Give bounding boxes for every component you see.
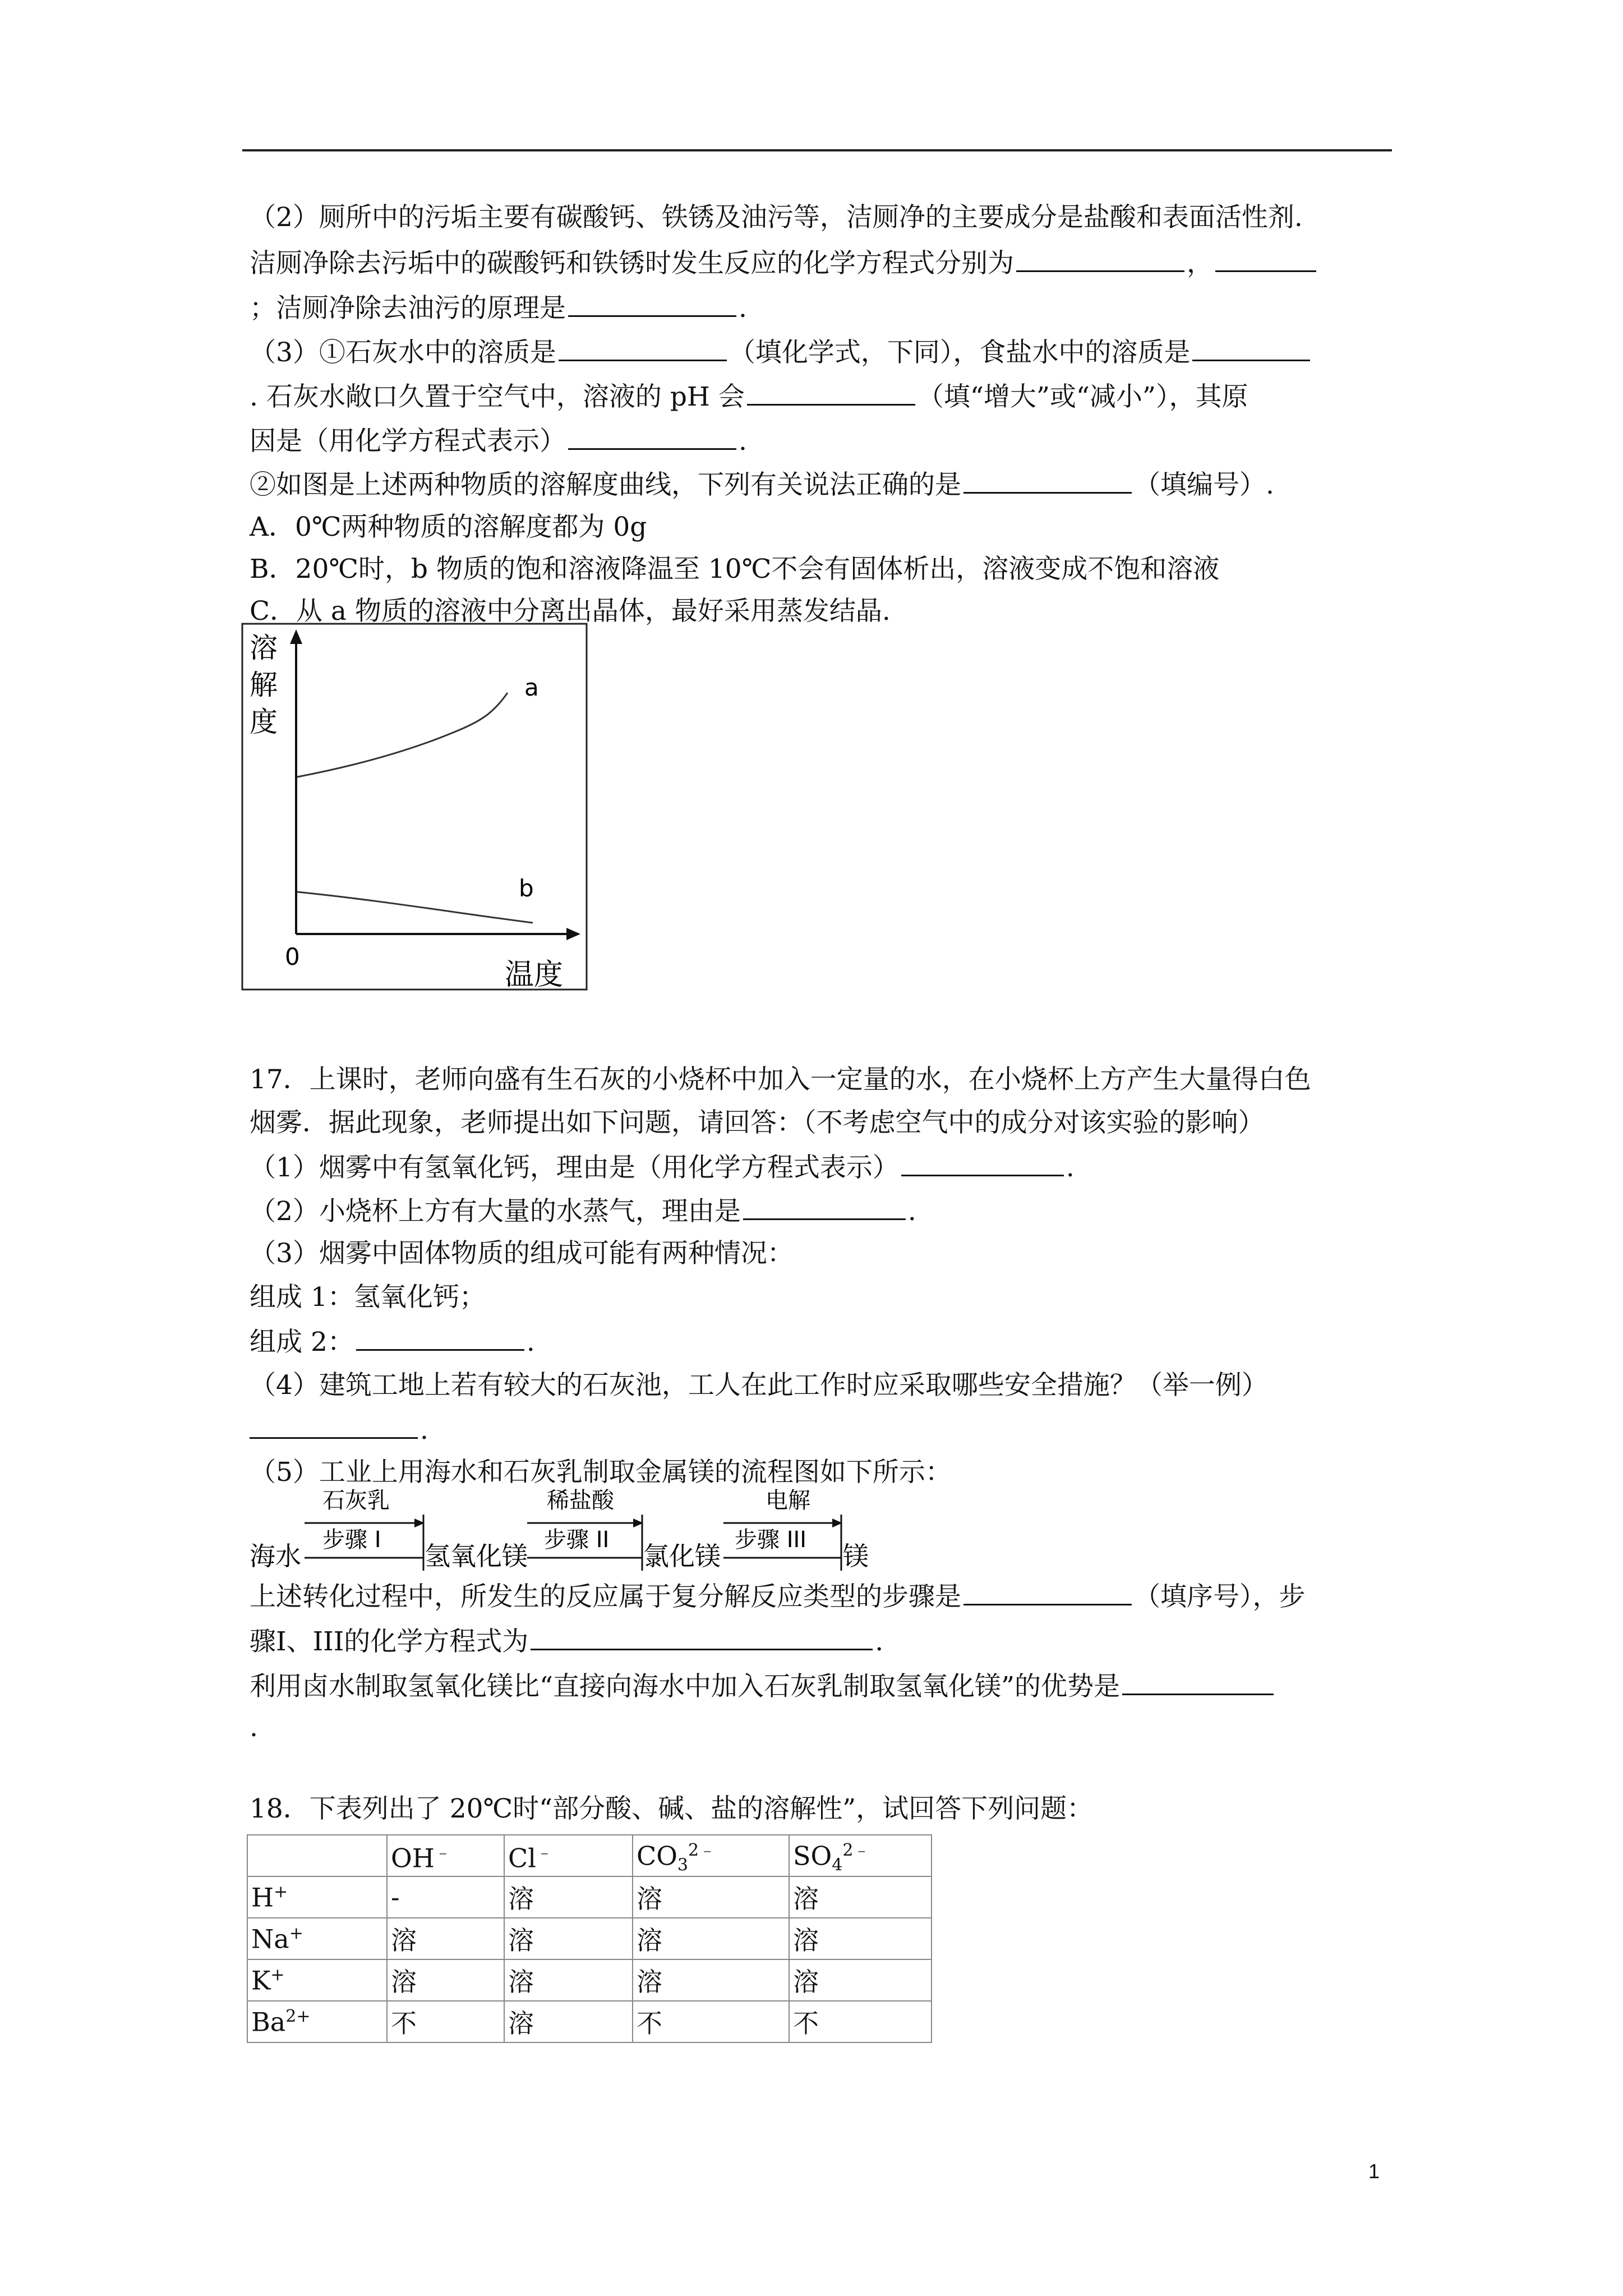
answer-blank[interactable] bbox=[963, 467, 1132, 494]
y-axis-label-3: 度 bbox=[250, 706, 278, 738]
table-row bbox=[247, 2001, 932, 2042]
q17-sub1: （1）烟雾中有氢氧化钙，理由是（用化学方程式表示） . bbox=[250, 1150, 1075, 1185]
flow-product-2: 氯化镁 bbox=[643, 1541, 721, 1571]
flow-reagent-3: 电解 bbox=[766, 1488, 810, 1513]
row-ion: $Ba^{2+}$ bbox=[247, 2001, 387, 2042]
table-cell: 溶 bbox=[789, 1876, 932, 1918]
option-a: A．0℃两种物质的溶解度都为 0g bbox=[250, 512, 647, 542]
answer-blank[interactable] bbox=[568, 424, 736, 450]
table-cell: 溶 bbox=[633, 1876, 789, 1918]
p2-line3: ；洁厕净除去油污的原理是 . bbox=[250, 291, 747, 325]
answer-blank[interactable] bbox=[1122, 1669, 1274, 1695]
table-cell: 不 bbox=[633, 2001, 789, 2042]
q17-comp2: 组成 2： . bbox=[250, 1324, 535, 1359]
table-cell: 溶 bbox=[387, 1959, 504, 2001]
flow-step-2: 步骤 II bbox=[544, 1527, 610, 1553]
option-c: C．从 a 物质的溶液中分离出晶体，最好采用蒸发结晶. bbox=[250, 596, 891, 627]
answer-blank[interactable] bbox=[901, 1150, 1064, 1176]
option-b: B．20℃时，b 物质的饱和溶液降温至 10℃不会有固体析出，溶液变成不饱和溶液 bbox=[250, 554, 1220, 585]
q17-line1: 17．上课时，老师向盛有生石灰的小烧杯中加入一定量的水，在小烧杯上方产生大量得白色 bbox=[250, 1064, 1311, 1095]
answer-blank[interactable] bbox=[963, 1579, 1132, 1605]
solubility-chart bbox=[241, 623, 600, 993]
flow-reagent-1: 石灰乳 bbox=[322, 1488, 390, 1513]
answer-blank[interactable] bbox=[1192, 335, 1310, 361]
q17-comp1: 组成 1：氢氧化钙； bbox=[250, 1282, 486, 1313]
magnesium-flow-diagram bbox=[250, 1481, 979, 1576]
p3-line4: ②如图是上述两种物质的溶解度曲线，下列有关说法正确的是 （填编号）. bbox=[250, 467, 1274, 502]
table-header-row bbox=[247, 1835, 932, 1876]
table-cell: 溶 bbox=[504, 2001, 633, 2042]
q17-text2: 骤Ⅰ、III的化学方程式为 . bbox=[250, 1624, 883, 1659]
header-so4: $SO_4^{2﹣}$ bbox=[789, 1835, 932, 1876]
header-rule bbox=[242, 149, 1392, 151]
q17-text3: 利用卤水制取氢氧化镁比“直接向海水中加入石灰乳制取氢氧化镁”的优势是 bbox=[250, 1669, 1276, 1704]
table-cell: 溶 bbox=[504, 1918, 633, 1959]
series-a-curve bbox=[297, 693, 508, 777]
table-cell: - bbox=[387, 1876, 504, 1918]
series-b-label: b bbox=[519, 875, 534, 902]
table-cell: 溶 bbox=[504, 1876, 633, 1918]
answer-blank[interactable] bbox=[568, 291, 736, 317]
q17-text1: 上述转化过程中，所发生的反应属于复分解反应类型的步骤是 （填序号），步 bbox=[250, 1579, 1306, 1614]
table-cell: 溶 bbox=[504, 1959, 633, 2001]
answer-blank[interactable] bbox=[531, 1624, 873, 1650]
table-cell: 溶 bbox=[789, 1918, 932, 1959]
y-axis-label-1: 溶 bbox=[250, 632, 278, 664]
q17-sub3: （3）烟雾中固体物质的组成可能有两种情况： bbox=[250, 1238, 794, 1269]
row-ion: Na+ bbox=[247, 1918, 387, 1959]
answer-blank[interactable] bbox=[1215, 246, 1316, 272]
q17-sub4-answer: . bbox=[250, 1412, 428, 1447]
p3-line2: . 石灰水敞口久置于空气中，溶液的 pH 会 （填“增大”或“减小”），其原 bbox=[250, 379, 1248, 414]
q18-intro: 18．下表列出了 20℃时“部分酸、碱、盐的溶解性”，试回答下列问题： bbox=[250, 1793, 1094, 1824]
q17-text4: . bbox=[250, 1712, 258, 1743]
table-cell: 溶 bbox=[633, 1918, 789, 1959]
p3-line3: 因是（用化学方程式表示） . bbox=[250, 424, 747, 458]
series-b-curve bbox=[297, 892, 533, 923]
header-co3: $CO_3^{2﹣}$ bbox=[633, 1835, 789, 1876]
p2-line1: （2）厕所中的污垢主要有碳酸钙、铁锈及油污等，洁厕净的主要成分是盐酸和表面活性剂. bbox=[250, 202, 1303, 233]
table-cell: 溶 bbox=[789, 1959, 932, 2001]
q17-sub5: （5）工业上用海水和石灰乳制取金属镁的流程图如下所示： bbox=[250, 1457, 952, 1488]
answer-blank[interactable] bbox=[559, 335, 727, 361]
y-axis-arrow bbox=[290, 629, 302, 644]
answer-blank[interactable] bbox=[356, 1324, 524, 1351]
q17-line2: 烟雾．据此现象，老师提出如下问题，请回答：（不考虑空气中的成分对该实验的影响） bbox=[250, 1107, 1265, 1138]
table-row bbox=[247, 1918, 932, 1959]
p3-line1: （3）①石灰水中的溶质是 （填化学式，下同），食盐水中的溶质是 bbox=[250, 335, 1312, 370]
table-cell: 溶 bbox=[387, 1918, 504, 1959]
flow-end: 镁 bbox=[843, 1541, 869, 1571]
origin-label: 0 bbox=[285, 943, 300, 970]
x-axis-label: 温度 bbox=[505, 958, 564, 992]
y-axis-label-2: 解 bbox=[250, 669, 278, 701]
p2-line2: 洁厕净除去污垢中的碳酸钙和铁锈时发生反应的化学方程式分别为 ， bbox=[250, 246, 1318, 280]
header-oh: OH﹣ bbox=[387, 1835, 504, 1876]
flow-start: 海水 bbox=[250, 1541, 301, 1571]
table-cell: 溶 bbox=[633, 1959, 789, 2001]
answer-blank[interactable] bbox=[743, 1194, 906, 1220]
q17-sub4: （4）建筑工地上若有较大的石灰池，工人在此工作时应采取哪些安全措施？（举一例） bbox=[250, 1370, 1268, 1401]
page-number: 1 bbox=[1368, 2160, 1380, 2183]
table-row bbox=[247, 1876, 932, 1918]
q17-sub2: （2）小烧杯上方有大量的水蒸气，理由是 . bbox=[250, 1194, 916, 1228]
flow-reagent-2: 稀盐酸 bbox=[547, 1488, 614, 1513]
table-cell: 不 bbox=[387, 2001, 504, 2042]
answer-blank[interactable] bbox=[1016, 246, 1184, 272]
row-ion: H+ bbox=[247, 1876, 387, 1918]
flow-step-3: 步骤 III bbox=[735, 1527, 807, 1553]
flow-step-1: 步骤 I bbox=[322, 1527, 381, 1553]
x-axis-arrow bbox=[566, 928, 580, 940]
table-cell: 不 bbox=[789, 2001, 932, 2042]
series-a-label: a bbox=[524, 674, 539, 701]
solubility-table bbox=[247, 1834, 932, 2043]
row-ion: K+ bbox=[247, 1959, 387, 2001]
flow-product-1: 氢氧化镁 bbox=[425, 1541, 528, 1571]
table-row bbox=[247, 1959, 932, 2001]
header-cl: Cl﹣ bbox=[504, 1835, 633, 1876]
answer-blank[interactable] bbox=[250, 1412, 418, 1439]
answer-blank[interactable] bbox=[747, 379, 915, 406]
